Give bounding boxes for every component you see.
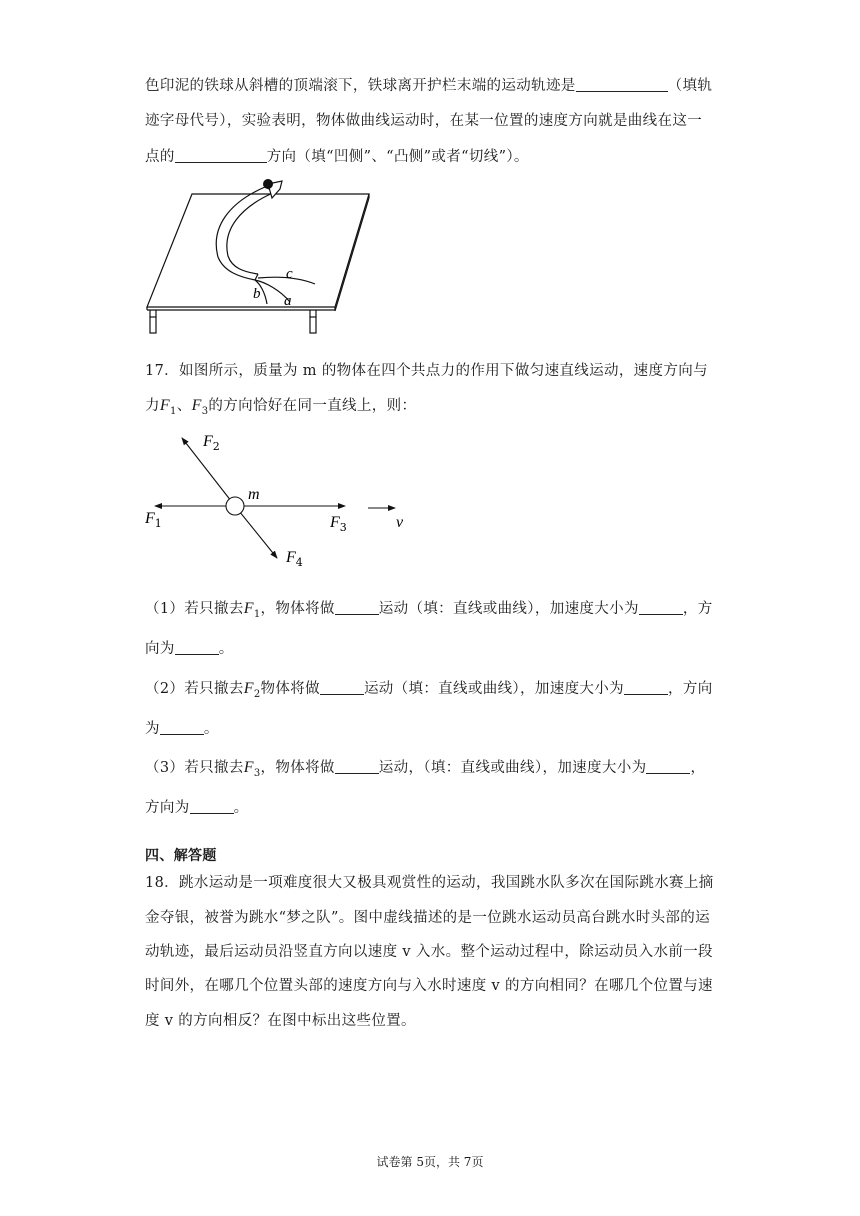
q16-figure-ramp-table: [140, 172, 380, 337]
label-b: b: [253, 286, 261, 302]
label-c: c: [286, 266, 293, 282]
q17-part3-blank-accel[interactable]: [646, 759, 690, 774]
q17-part2-line-1: （2）若只撤去$F_2$物体将做 运动（填：直线或曲线），加速度大小为 ，方向: [145, 680, 713, 700]
table-leg-right: [310, 317, 316, 333]
mass-circle: [226, 497, 244, 515]
q17-line-1: 17．如图所示，质量为 m 的物体在四个共点力的作用下做匀速直线运动，速度方向与: [145, 363, 708, 379]
q18-line-2: 金夺银，被誉为跳水“梦之队”。图中虚线描述的是一位跳水运动员高台跳水时头部的运: [145, 910, 710, 926]
q17-part3-line-1: （3）若只撤去$F_3$，物体将做 运动，（填：直线或曲线），加速度大小为 ，: [145, 759, 706, 779]
table-leg-left: [150, 317, 156, 333]
q16-line-2: 迹字母代号），实验表明，物体做曲线运动时，在某一位置的速度方向就是曲线在这一: [145, 113, 703, 129]
iron-ball: [263, 179, 273, 189]
q17-part1-blank-motion[interactable]: [335, 600, 379, 615]
q18-line-4: 时间外，在哪几个位置头部的速度方向与入水时速度 v 的方向相同？在哪几个位置与速: [145, 978, 713, 994]
q17-part2-blank-accel[interactable]: [624, 680, 668, 695]
q17-part2-blank-direction[interactable]: [160, 720, 204, 735]
q17-part3-blank-motion[interactable]: [335, 759, 379, 774]
q17-part1-line-2: 向为 。: [145, 641, 234, 657]
label-f3: $F_3$: [330, 514, 347, 534]
q18-line-3: 动轨迹，最后运动员沿竖直方向以速度 v 入水。整个运动过程中，除运动员入水前一段: [145, 944, 713, 960]
q17-part3-blank-direction[interactable]: [190, 799, 234, 814]
label-v: v: [396, 514, 404, 531]
q17-part3-line-2: 方向为 。: [145, 800, 249, 816]
label-f2: $F_2$: [203, 433, 220, 453]
section-heading: 四、解答题: [145, 848, 217, 864]
q18-line-5: 度 v 的方向相反？在图中标出这些位置。: [145, 1013, 416, 1029]
q16-blank-direction[interactable]: [175, 148, 267, 163]
q17-line-2: 力$F_1$、$F_3$的方向恰好在同一直线上，则：: [145, 397, 417, 417]
q16-line-1: 色印泥的铁球从斜槽的顶端滚下，铁球离开护栏末端的运动轨迹是 （填轨: [145, 78, 713, 94]
q18-line-1: 18．跳水运动是一项难度很大又极具观赏性的运动，我国跳水队多次在国际跳水赛上摘: [145, 875, 714, 891]
q17-part1-blank-direction[interactable]: [175, 640, 219, 655]
q17-part2-line-2: 为 。: [145, 721, 219, 737]
force-f4-arrow: [235, 506, 277, 558]
label-m: m: [248, 486, 260, 503]
page-footer: 试卷第 5页，共 7页: [376, 1155, 484, 1169]
q17-part1-blank-accel[interactable]: [639, 600, 683, 615]
label-a: a: [284, 293, 292, 309]
q16-blank-trajectory[interactable]: [576, 77, 668, 92]
label-f1: $F_1$: [145, 510, 162, 530]
q17-force-diagram: [140, 428, 420, 578]
q16-line-3: 点的 方向（填“凹侧”、“凸侧”或者“切线”）。: [145, 149, 529, 165]
q17-part2-blank-motion[interactable]: [320, 680, 364, 695]
q17-part1-line-1: （1）若只撤去$F_1$，物体将做 运动（填：直线或曲线），加速度大小为 ，方: [145, 600, 713, 620]
label-f4: $F_4$: [286, 549, 303, 569]
